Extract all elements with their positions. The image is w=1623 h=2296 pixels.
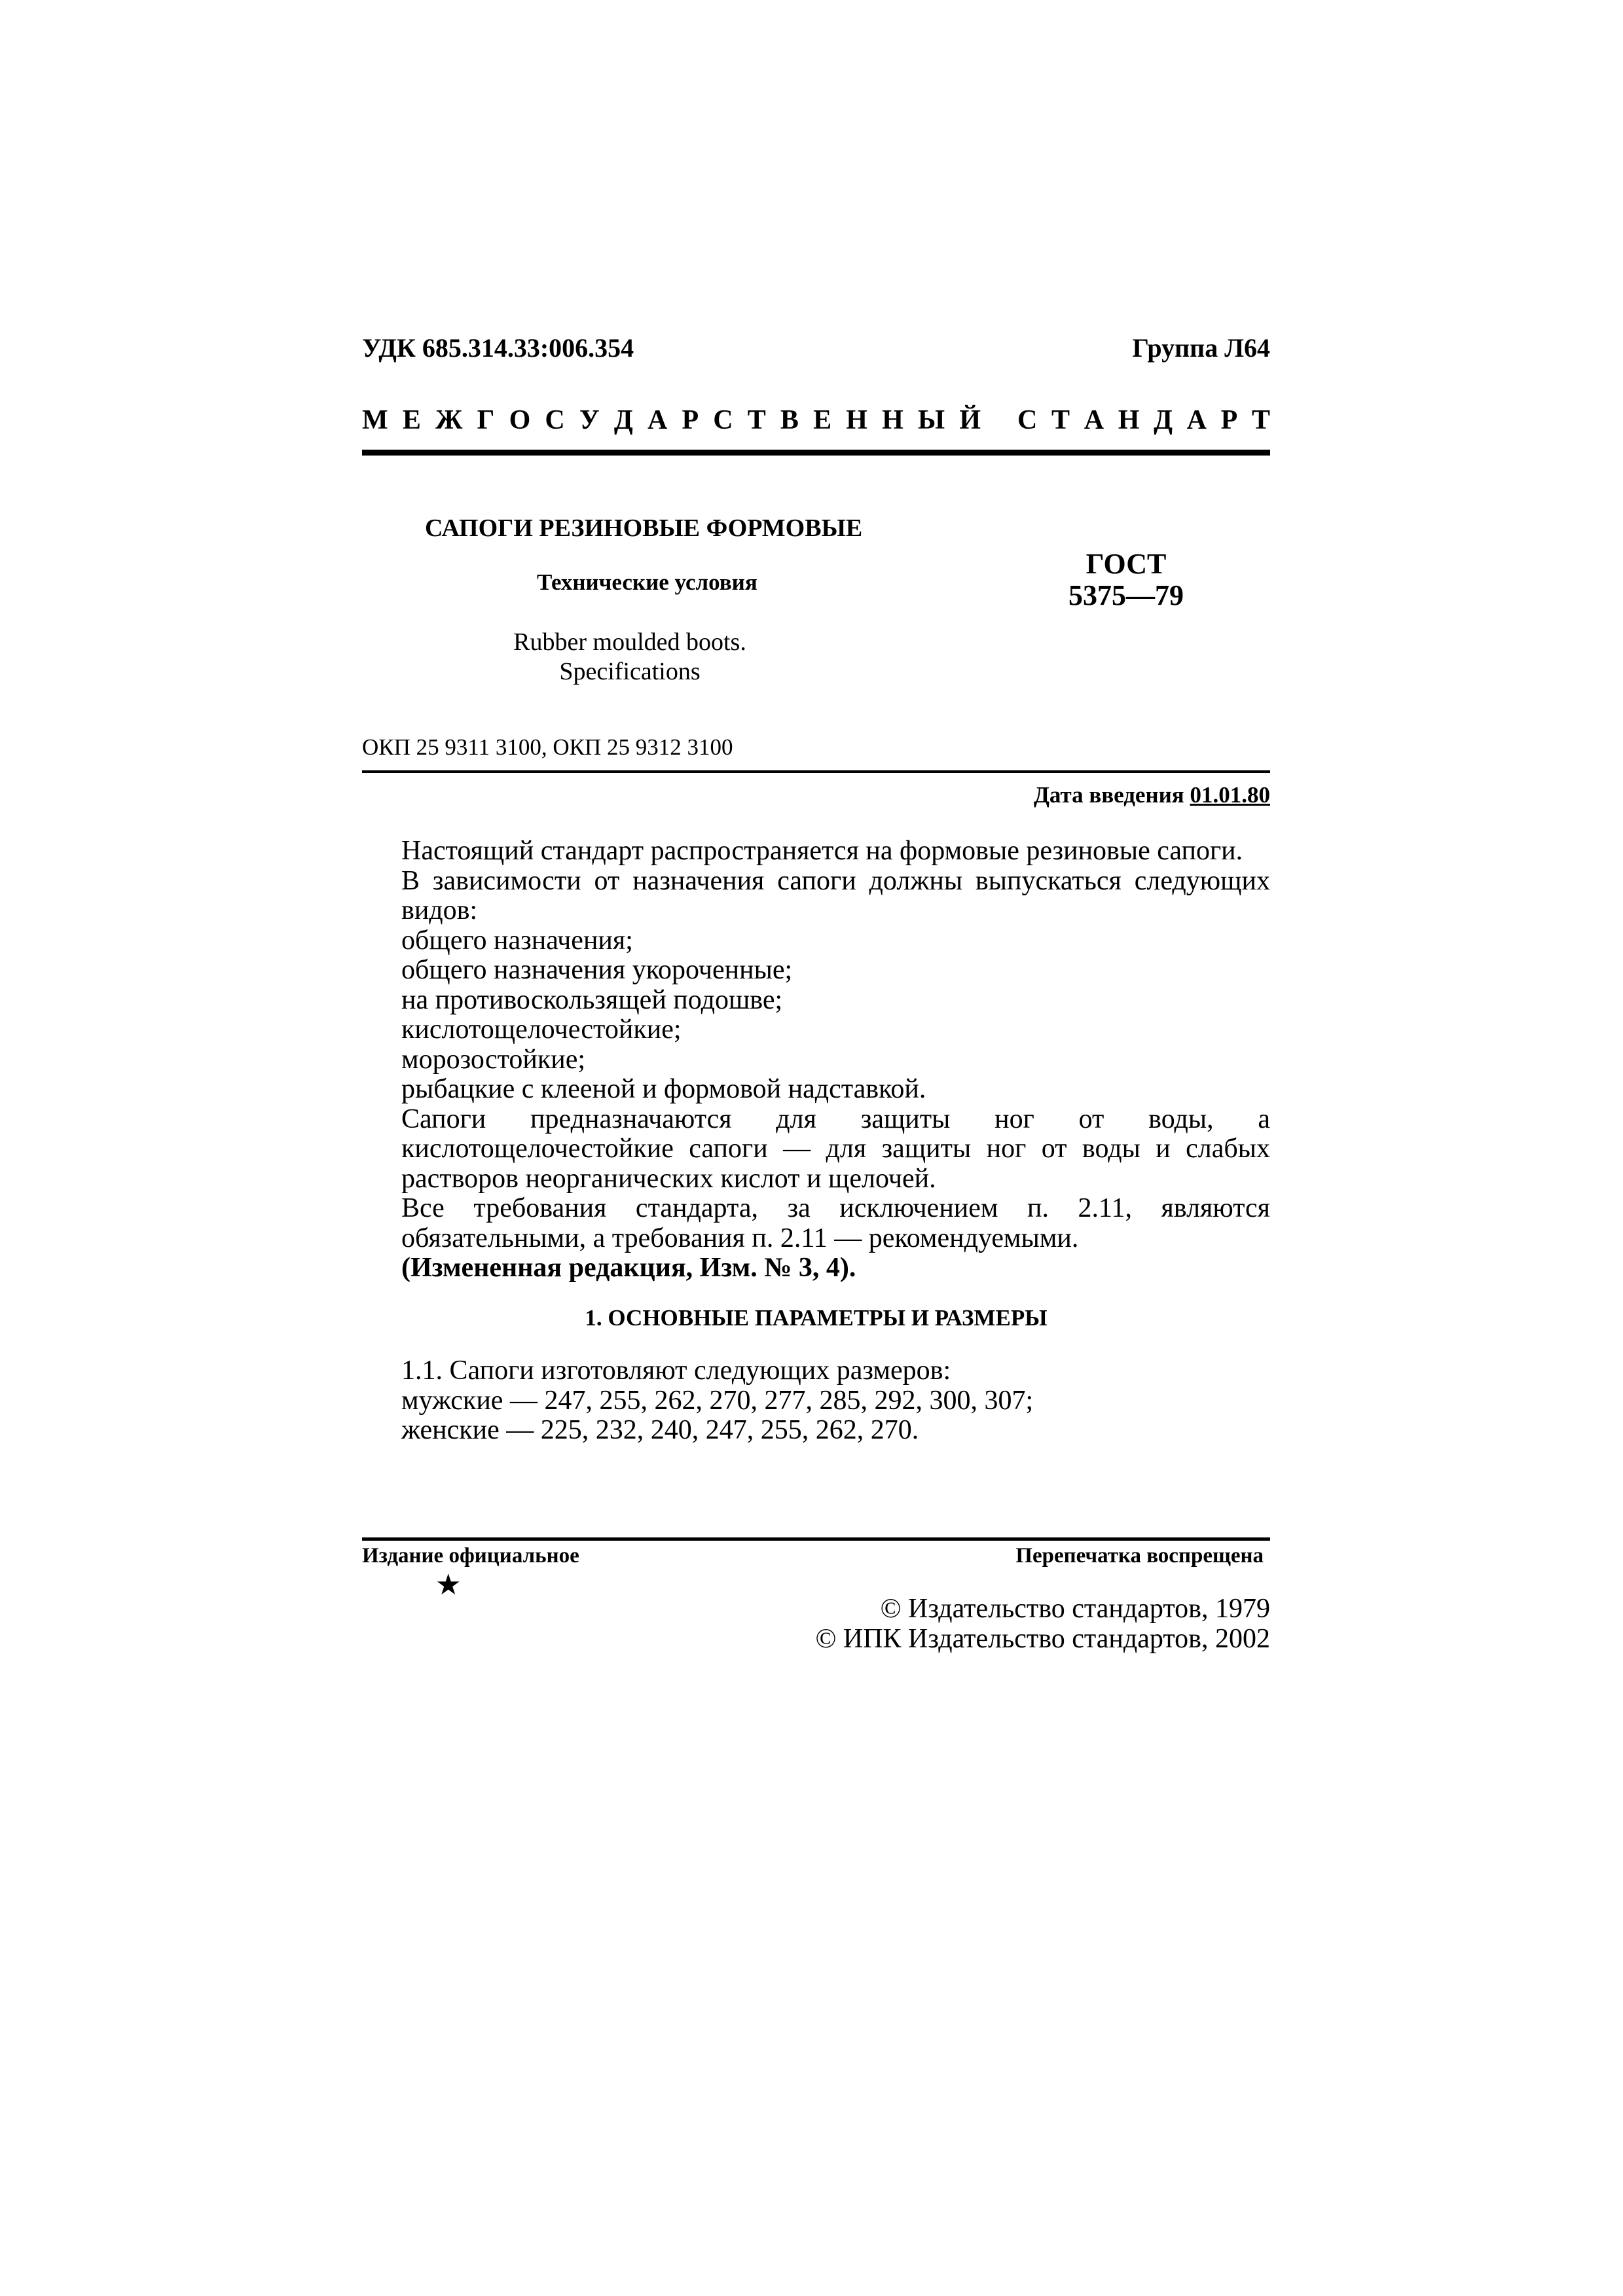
banner-word-1-letter: А (647, 405, 668, 435)
reprint-prohibited: Перепечатка воспрещена (1015, 1544, 1264, 1568)
banner-word-2-letter: Д (1154, 405, 1173, 435)
okp-rule (362, 770, 1270, 773)
paragraph-types-intro: В зависимости от назначения сапоги должны выпускаться следующих видов: (401, 865, 1270, 925)
group-code: Группа Л64 (1132, 333, 1270, 363)
gost-designation (1068, 548, 1184, 611)
paragraph-requirements: Все требования стандарта, за исключением п. 2.11, являются обязательными, а требования п. 2.11 — рекомендуемыми. (401, 1193, 1270, 1253)
list-item: рыбацкие с клееной и формовой надставкой. (401, 1074, 926, 1104)
banner-word-1-letter: С (545, 405, 565, 435)
banner-word-1-letter: Р (682, 405, 699, 435)
banner-word-1-letter: О (509, 405, 531, 435)
banner-word-2-letter: Н (1118, 405, 1140, 435)
banner-word-2-letter: Т (1051, 405, 1070, 435)
banner-word-2-letter: С (1017, 405, 1038, 435)
banner-thick-rule (362, 450, 1270, 456)
section-heading: 1. ОСНОВНЫЕ ПАРАМЕТРЫ И РАЗМЕРЫ (585, 1304, 1048, 1331)
banner-word-2-letter: Т (1251, 405, 1270, 435)
list-item: морозостойкие; (401, 1044, 586, 1075)
banner-word-1-letter: Н (846, 405, 867, 435)
english-title (362, 628, 898, 687)
list-item: общего назначения укороченные; (401, 955, 793, 985)
english-title-line-2: Specifications (559, 658, 701, 685)
banner-word-1-letter: Е (813, 405, 832, 435)
banner-word-1-letter: Е (402, 405, 421, 435)
standard-title: САПОГИ РЕЗИНОВЫЕ ФОРМОВЫЕ (425, 514, 863, 542)
footer-rule (362, 1537, 1270, 1541)
banner-word-1-letter: В (780, 405, 799, 435)
list-item: кислотощелочестойкие; (401, 1014, 682, 1045)
copyright-2002: © ИПК Издательство стандартов, 2002 (815, 1624, 1270, 1654)
udk-code: УДК 685.314.33:006.354 (362, 333, 634, 363)
document-body (362, 836, 1270, 1446)
banner-word-2-letter: Р (1220, 405, 1238, 435)
banner-word-1-letter: Ж (435, 405, 463, 435)
banner-word-1-letter: Й (959, 405, 981, 435)
banner-word-1-letter: Д (613, 405, 633, 435)
interstate-standard-banner (362, 404, 1270, 436)
banner-word-2-letter: А (1084, 405, 1104, 435)
sizes-women: женские — 225, 232, 240, 247, 255, 262, 270. (401, 1415, 919, 1445)
paragraph-scope: Настоящий стандарт распространяется на формовые резиновые сапоги. (401, 836, 1243, 866)
banner-word-1-letter: Т (747, 405, 766, 435)
intro-date-label: Дата введения (1033, 782, 1184, 808)
banner-word-1-letter: Г (477, 405, 495, 435)
list-item: на противоскользящей подошве; (401, 984, 783, 1015)
gost-number: 5375—79 (1068, 579, 1184, 611)
official-edition: Издание официальное (362, 1544, 579, 1568)
list-item: общего назначения; (401, 925, 633, 956)
sizes-men: мужские — 247, 255, 262, 270, 277, 285, 292, 300, 307; (401, 1385, 1034, 1416)
english-title-line-1: Rubber moulded boots. (513, 628, 746, 656)
banner-word-1-letter: У (579, 405, 600, 435)
intro-date (1034, 782, 1270, 808)
banner-word-1-letter: Ы (917, 405, 945, 435)
star-icon: ★ (435, 1569, 462, 1601)
boot-types-list (362, 926, 1270, 1105)
banner-word-2 (1017, 404, 1270, 436)
copyright-1979: © Издательство стандартов, 1979 (880, 1594, 1270, 1624)
amendment-note: (Измененная редакция, Изм. № 3, 4). (401, 1253, 856, 1283)
intro-date-value: 01.01.80 (1190, 782, 1270, 808)
banner-word-1-letter: Н (882, 405, 903, 435)
banner-word-1-letter: М (362, 405, 388, 435)
copyright-block (815, 1594, 1270, 1654)
okp-codes: ОКП 25 9311 3100, ОКП 25 9312 3100 (362, 734, 733, 760)
clause-1-1: 1.1. Сапоги изготовляют следующих размеров: (401, 1355, 951, 1386)
standard-subtitle: Технические условия (537, 569, 757, 595)
gost-label: ГОСТ (1085, 548, 1167, 580)
banner-word-1-letter: С (713, 405, 733, 435)
banner-word-2-letter: А (1186, 405, 1207, 435)
paragraph-purpose: Сапоги предназначаются для защиты ног от воды, а кислотощелочестойкие сапоги — для защиты ног от воды и слабых растворов неорганических кислот и щелочей. (401, 1103, 1270, 1194)
banner-word-1 (362, 404, 981, 436)
